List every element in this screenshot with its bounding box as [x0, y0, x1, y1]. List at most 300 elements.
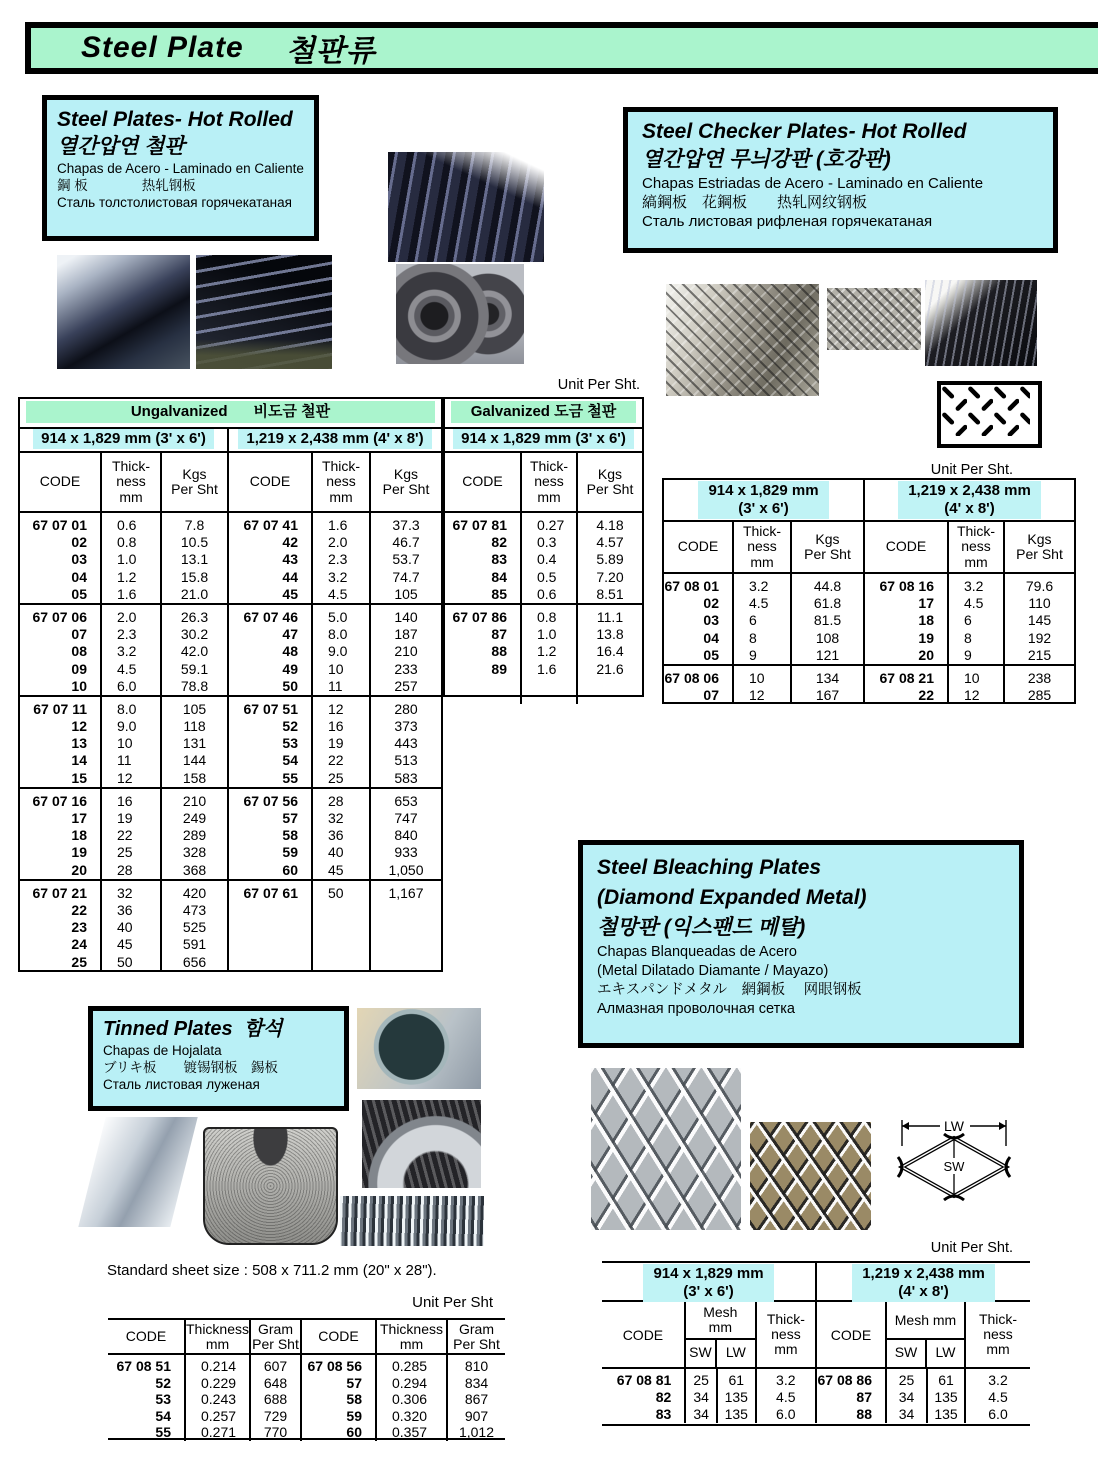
cell: 67 08 06: [664, 669, 719, 686]
cell: 25: [693, 1372, 709, 1388]
cell: 46.7: [392, 534, 420, 551]
cell: 57: [282, 810, 298, 826]
cell: 34: [898, 1406, 915, 1422]
unit-per-sht-label-4: Unit Per Sht: [412, 1294, 493, 1311]
cell: 1.2: [117, 568, 137, 585]
column-header: CODE: [445, 453, 522, 511]
cell: 4.5: [328, 585, 348, 602]
cell: 28: [117, 861, 133, 878]
cell: 87: [491, 626, 507, 643]
column-header: Thick- ness mm: [313, 453, 371, 511]
cell: 4.5: [776, 1389, 796, 1405]
cell: 135: [724, 1389, 748, 1405]
cell: 53: [282, 735, 298, 752]
cell: 37.3: [392, 517, 420, 533]
table-block: [20, 879, 441, 971]
value-column: [102, 605, 162, 695]
cell: 9: [749, 646, 757, 663]
cell: 42.0: [180, 643, 209, 660]
value-column: [718, 1369, 757, 1423]
cell: 328: [182, 844, 207, 861]
code-column: [602, 1369, 686, 1423]
section-tinned-box: [88, 1006, 349, 1111]
cell: 54: [282, 752, 298, 769]
cell: 368: [182, 861, 207, 878]
column-header: CODE: [108, 1320, 186, 1353]
cell: 215: [1027, 646, 1052, 663]
cell: 373: [394, 718, 418, 735]
sw-label: SW: [943, 1159, 965, 1174]
photo-tin-sheet: [78, 1117, 197, 1227]
cell: 525: [182, 919, 207, 936]
column-header: Thick- ness mm: [949, 522, 1005, 572]
cell: 135: [934, 1406, 958, 1422]
column-header: Thick- ness mm: [102, 453, 162, 511]
column-header: Thickness mm: [377, 1320, 448, 1353]
cell: 19: [918, 629, 934, 646]
column-header: Gram Per Sht: [251, 1320, 302, 1353]
cell: 52: [282, 718, 298, 735]
cell: 10: [71, 677, 87, 694]
cell: 1.0: [537, 626, 557, 643]
column-header: CODE: [20, 453, 102, 511]
cell: 11: [328, 677, 343, 694]
body-half: [817, 1369, 1030, 1423]
value-column: [686, 1369, 718, 1423]
cell: 67 07 86: [452, 608, 507, 625]
cell: 9: [964, 646, 972, 663]
size-row: 914 x 1,829 mm (3' x 6') 1,219 x 2,438 mm (4' x 8'): [602, 1263, 1030, 1302]
cell: 42: [282, 534, 298, 551]
cell: 84: [491, 568, 507, 585]
value-column: [792, 666, 865, 704]
value-column: [578, 513, 642, 603]
column-header: Kgs Per Sht: [1016, 530, 1063, 562]
cell: 135: [724, 1406, 748, 1422]
column-header-row: [20, 453, 441, 511]
cell: 67 07 01: [32, 517, 87, 533]
cell: 22: [71, 901, 87, 918]
cell: 131: [182, 735, 207, 752]
cell: 12: [117, 769, 133, 786]
mesh-header: Mesh mm SW LW: [887, 1302, 966, 1367]
cell: 25: [898, 1372, 915, 1388]
lw-header: LW: [725, 1344, 746, 1360]
cell: 53: [155, 1391, 171, 1408]
cell: 10: [964, 669, 980, 686]
cell: 2.0: [117, 608, 137, 625]
cell: 7.20: [596, 568, 624, 585]
cell: 16: [328, 718, 344, 735]
cell: 81.5: [813, 612, 842, 629]
value-column: [448, 1355, 505, 1441]
cell: 0.8: [537, 608, 557, 625]
photo-corrugated-sheet: [340, 1196, 484, 1246]
size-row: 914 x 1,829 mm (3' x 6') 1,219 x 2,438 mm (4' x 8'): [664, 480, 1074, 522]
value-column: [313, 789, 371, 879]
cell: 473: [182, 901, 207, 918]
cell: 1.6: [117, 585, 137, 602]
cell: 158: [182, 769, 207, 786]
code-column: [445, 605, 522, 704]
cell: 53.7: [392, 551, 420, 568]
cell: 285: [1027, 687, 1052, 704]
galvanized-table: [443, 397, 644, 697]
section-hot-rolled-box: [42, 95, 319, 241]
cell: 4.57: [596, 534, 624, 551]
tinned-cjk: ブリキ板 镀锡钢板 錫板: [103, 1060, 278, 1075]
value-column: [162, 789, 229, 879]
cell: 61.8: [813, 595, 842, 612]
cell: 22: [117, 827, 133, 844]
cell: 513: [394, 752, 418, 769]
cell: 3.2: [328, 568, 348, 585]
cell: 25: [71, 953, 87, 970]
cell: 420: [182, 884, 207, 901]
cell: 15.8: [180, 568, 209, 585]
bleaching-title-ko: 철망판 (익스팬드 메탈): [597, 916, 806, 939]
cell: 0.271: [201, 1424, 237, 1441]
table-block: [664, 572, 1074, 664]
cell: 1,012: [458, 1424, 495, 1441]
cell: 3.2: [776, 1372, 796, 1388]
code-header: CODE: [817, 1302, 887, 1367]
value-column: [887, 1369, 928, 1423]
bleaching-title-2: (Diamond Expanded Metal): [597, 886, 867, 909]
cell: 810: [464, 1358, 489, 1374]
photo-checker-plate-small: [827, 288, 921, 350]
value-column: [522, 605, 578, 704]
cell: 607: [263, 1358, 288, 1374]
code-column: [108, 1355, 186, 1441]
cell: 78.8: [180, 677, 209, 694]
cell: 0.320: [392, 1407, 428, 1424]
cell: 88: [491, 643, 507, 660]
cell: 67 07 41: [243, 517, 298, 533]
page-title-ko: 철판류: [285, 35, 376, 68]
photo-checker-plate-stack: [925, 280, 1037, 366]
cell: 933: [394, 844, 418, 861]
lw-label: LW: [944, 1118, 964, 1134]
cell: 48: [282, 643, 298, 660]
cell: 59: [282, 844, 298, 861]
cell: 28: [328, 792, 344, 809]
column-header: Gram Per Sht: [453, 1320, 500, 1352]
column-header: CODE: [865, 522, 949, 572]
cell: 67 07 51: [243, 700, 298, 717]
cell: 67 07 06: [32, 608, 87, 625]
cell: 89: [491, 660, 507, 677]
cell: 729: [263, 1407, 288, 1424]
value-column: [757, 1369, 815, 1423]
value-column: [792, 574, 865, 664]
value-column: [371, 789, 441, 879]
code-column: [229, 881, 313, 971]
unit-per-sht-label-3: Unit Per Sht.: [930, 1240, 1013, 1256]
cell: 04: [71, 568, 87, 585]
cell: 61: [728, 1372, 745, 1388]
hot-rolled-spanish: Chapas de Acero - Laminado en Caliente: [57, 161, 304, 176]
photo-checker-plate-large: [666, 284, 819, 396]
size-row: 914 x 1,829 mm (3' x 6') 1,219 x 2,438 mm (4' x 8'): [20, 429, 441, 453]
photo-steel-plate: [57, 255, 190, 369]
cell: 52: [155, 1374, 171, 1391]
column-header-row: [602, 1302, 1030, 1369]
code-column: [865, 666, 949, 704]
cell: 21.0: [180, 585, 209, 602]
cell: 653: [394, 792, 418, 809]
cell: 25: [328, 769, 344, 786]
cell: 67 07 46: [243, 608, 298, 625]
value-column: [966, 1369, 1030, 1423]
cell: 20: [918, 646, 934, 663]
cell: 83: [491, 551, 507, 568]
header-half: [817, 1302, 1030, 1367]
value-column: [949, 574, 1005, 664]
cell: 32: [117, 884, 133, 901]
value-column: [371, 513, 441, 603]
cell: 67 08 56: [307, 1358, 362, 1374]
cell: 50: [282, 677, 298, 694]
cell: 67 08 81: [616, 1372, 672, 1388]
cell: 233: [394, 660, 418, 677]
column-header: Kgs Per Sht: [382, 465, 430, 497]
value-column: [522, 513, 578, 603]
sw-header: SW: [887, 1340, 927, 1367]
value-column: [102, 697, 162, 787]
cell: 67 07 61: [243, 884, 298, 901]
cell: 257: [394, 677, 418, 694]
column-header-row: [108, 1320, 505, 1355]
body-half: [602, 1369, 817, 1423]
cell: 121: [815, 646, 840, 663]
tinned-russian: Сталь листовая луженая: [103, 1077, 260, 1092]
cell: 67 07 21: [32, 884, 87, 901]
cell: 79.6: [1025, 578, 1054, 594]
table-block: [20, 511, 441, 603]
cell: 45: [117, 936, 133, 953]
cell: 1.0: [117, 551, 137, 568]
cell: 12: [749, 687, 765, 704]
cell: 60: [282, 861, 298, 878]
cell: 688: [263, 1391, 288, 1408]
cell: 16.4: [596, 643, 624, 660]
cell: 144: [182, 752, 207, 769]
photo-duct-elbow: [362, 1100, 481, 1188]
cell: 58: [346, 1391, 362, 1408]
value-column: [734, 574, 792, 664]
cell: 02: [703, 595, 719, 612]
tinned-title: Tinned Plates 함석: [103, 1018, 283, 1040]
cell: 11.1: [596, 608, 624, 625]
value-column: [928, 1369, 966, 1423]
cell: 34: [693, 1389, 709, 1405]
cell: 45: [328, 861, 344, 878]
cell: 8.0: [328, 626, 348, 643]
cell: 0.285: [392, 1358, 428, 1374]
hot-rolled-cjk: 鋼 板 热轧钢板: [57, 178, 196, 193]
cell: 2.3: [328, 551, 348, 568]
cell: 210: [182, 792, 207, 809]
cell: 13.8: [596, 626, 624, 643]
cell: 43: [282, 551, 298, 568]
cell: 249: [182, 810, 207, 826]
thickness-header: Thick- ness mm: [766, 1311, 805, 1357]
size-row: 914 x 1,829 mm (3' x 6'): [445, 429, 642, 453]
cell: 87: [856, 1389, 872, 1405]
cell: 13.1: [180, 551, 209, 568]
cell: 907: [464, 1407, 489, 1424]
table-block: [20, 695, 441, 787]
checker-cjk: 縞鋼板 花鋼板 热轧网纹钢板: [642, 194, 868, 211]
galvanized-title-row: Galvanized 도금 철판: [445, 401, 642, 429]
cell: 45: [282, 585, 298, 602]
checker-russian: Сталь листовая рифленая горячекатаная: [642, 213, 933, 230]
cell: 67 08 86: [817, 1372, 872, 1388]
column-header: Kgs Per Sht: [792, 522, 865, 572]
lw-header: LW: [935, 1344, 956, 1360]
cell: 03: [703, 612, 719, 629]
standard-sheet-note: Standard sheet size : 508 x 711.2 mm (20" x 28").: [107, 1262, 437, 1279]
cell: 55: [282, 769, 298, 786]
code-column: [229, 789, 313, 879]
cell: 110: [1028, 595, 1051, 612]
photo-galvanized-bucket: [203, 1127, 338, 1245]
cell: 9.0: [328, 643, 348, 660]
cell: 22: [328, 752, 344, 769]
cell: 1,050: [388, 861, 424, 878]
cell: 9.0: [117, 718, 137, 735]
code-column: [229, 697, 313, 787]
cell: 50: [117, 953, 133, 970]
cell: 10: [749, 669, 765, 686]
value-column: [313, 697, 371, 787]
table-body: [108, 1355, 505, 1441]
cell: 50: [328, 884, 344, 901]
cell: 58: [282, 827, 298, 844]
value-column: [1005, 666, 1074, 704]
cell: 88: [856, 1406, 872, 1422]
value-column: [251, 1355, 302, 1441]
cell: 67 08 21: [879, 669, 934, 686]
code-column: [20, 881, 102, 971]
value-column: [102, 513, 162, 603]
cell: 12: [964, 687, 980, 704]
cell: 05: [703, 646, 719, 663]
column-header: CODE: [302, 1320, 377, 1353]
cell: 3.2: [749, 578, 769, 594]
code-column: [865, 574, 949, 664]
cell: 40: [117, 919, 133, 936]
page-banner: [25, 22, 1098, 74]
column-header: Kgs Per Sht: [586, 465, 634, 497]
cell: 0.5: [537, 568, 557, 585]
value-column: [162, 881, 229, 971]
cell: 59.1: [180, 660, 209, 677]
photo-steel-plate-stack: [196, 255, 332, 369]
cell: 25: [117, 844, 133, 861]
cell: 44: [282, 568, 298, 585]
cell: 12: [328, 700, 344, 717]
value-column: [162, 605, 229, 695]
code-column: [817, 1369, 887, 1423]
cell: 03: [71, 551, 87, 568]
cell: 443: [394, 735, 418, 752]
mesh-dimension-diagram: [888, 1112, 1020, 1208]
cell: 82: [655, 1389, 672, 1405]
cell: 2.0: [328, 534, 348, 551]
cell: 0.4: [537, 551, 557, 568]
cell: 02: [71, 534, 87, 551]
cell: 0.8: [117, 534, 137, 551]
cell: 23: [71, 919, 87, 936]
column-header: Kgs Per Sht: [162, 453, 229, 511]
cell: 3.2: [117, 643, 137, 660]
cell: 187: [394, 626, 418, 643]
cell: 192: [1027, 629, 1052, 646]
value-column: [1005, 574, 1074, 664]
sw-header: SW: [686, 1340, 717, 1367]
cell: 8.0: [117, 700, 137, 717]
cell: 19: [117, 810, 133, 826]
cell: 583: [394, 769, 418, 786]
code-column: [20, 513, 102, 603]
photo-expanded-mesh-large: [591, 1068, 741, 1230]
cell: 83: [655, 1406, 672, 1422]
value-column: [578, 605, 642, 704]
checker-title-ko: 열간압연 무늬강판 (호강판): [642, 148, 891, 171]
column-header-row: [664, 522, 1074, 572]
value-column: [313, 513, 371, 603]
cell: 6: [749, 612, 757, 629]
cell: 0.6: [117, 517, 137, 533]
column-header: Thick- ness mm: [734, 522, 792, 572]
cell: 60: [346, 1424, 362, 1441]
cell: 55: [155, 1424, 171, 1441]
bleaching-title-1: Steel Bleaching Plates: [597, 856, 822, 879]
cell: 22: [918, 687, 934, 704]
cell: 0.294: [392, 1374, 428, 1391]
cell: 07: [71, 626, 87, 643]
code-column: [20, 789, 102, 879]
checker-tread-pattern-diagram: [937, 381, 1042, 448]
cell: 8: [964, 629, 972, 646]
table-block: [20, 603, 441, 695]
cell: 24: [71, 936, 87, 953]
cell: 11: [117, 752, 132, 769]
column-header-row: [445, 453, 642, 511]
value-column: [102, 789, 162, 879]
value-column: [377, 1355, 448, 1441]
cell: 1.2: [537, 643, 557, 660]
cell: 105: [394, 585, 418, 602]
cell: 1.6: [537, 660, 557, 677]
code-column: [664, 666, 734, 704]
cell: 14: [71, 752, 87, 769]
cell: 34: [898, 1389, 915, 1405]
cell: 17: [71, 810, 87, 826]
code-column: [20, 605, 102, 695]
cell: 20: [71, 861, 87, 878]
photo-steel-coils: [396, 264, 524, 364]
unit-per-sht-label-2: Unit Per Sht.: [930, 462, 1013, 478]
cell: 2.3: [117, 626, 137, 643]
cell: 36: [328, 827, 344, 844]
code-column: [229, 605, 313, 695]
cell: 05: [71, 585, 87, 602]
table-block: [20, 787, 441, 879]
cell: 0.3: [537, 534, 557, 551]
